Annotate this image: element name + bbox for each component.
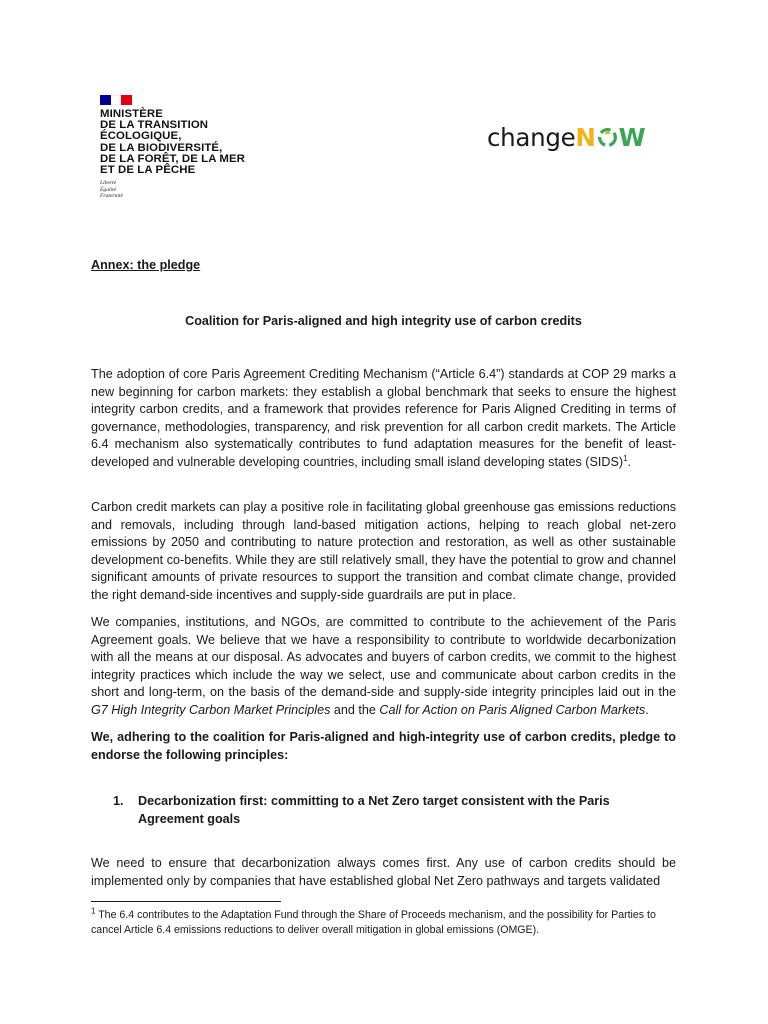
footnote-divider [91, 901, 281, 902]
list-text: Decarbonization first: committing to a Net Zero target consistent with the Paris Agreement goals [138, 794, 610, 826]
paragraph-decarbonization: We need to ensure that decarbonization always comes first. Any use of carbon credits should be implemented only by companies that have established global Net Zero pathways and targets validated [91, 856, 676, 888]
document-title: Coalition for Paris-aligned and high integrity use of carbon credits [185, 314, 582, 328]
paragraph-text: The adoption of core Paris Agreement Crediting Mechanism (“Article 6.4”) standards at COP 29 marks a new beginning for carbon markets: they establish a global benchmark that seeks to ensure the highest integrity carbon credits, and a framework that provides reference for Paris Aligned Crediting in terms of governance, methodologies, transparency, and risk prevention for all carbon credit markets. The Article 6.4 mechanism also systematically contributes to fund adaptation measures for the benefit of least-developed and vulnerable developing countries, including small island developing states (SIDS) [91, 367, 676, 469]
motto-line: Fraternité [100, 193, 123, 200]
reference-call-for-action: Call for Action on Paris Aligned Carbon Markets [379, 702, 646, 717]
flag-blue-stripe [100, 95, 111, 105]
paragraph-pledge: We, adhering to the coalition for Paris-aligned and high-integrity use of carbon credits, pledge to endorse the following principles: [91, 730, 676, 762]
annex-heading: Annex: the pledge [91, 258, 201, 272]
footnote [91, 908, 676, 937]
republic-motto [100, 180, 250, 200]
flag-white-stripe [111, 95, 122, 105]
motto-line: Égalité [100, 186, 117, 193]
paragraph-end: . [645, 702, 649, 717]
paragraph-text: We companies, institutions, and NGOs, are committed to contribute to the achievement of the Paris Agreement goals. We believe that we have a responsibility to contribute to worldwide decarbonization with all the means at our disposal. As advocates and buyers of carbon credits, we commit to the highest integrity practices which include the way we select, use and communicate about carbon credits in the short and long-term, on the basis of the demand-side and supply-side integrity principles laid out in the [91, 615, 676, 700]
paragraph-intro [91, 366, 676, 472]
ministry-line: DE LA TRANSITION [100, 119, 209, 132]
flag-red-stripe [121, 95, 132, 105]
paragraph-end: . [627, 454, 632, 469]
ministry-line: DE LA FORÊT, DE LA MER [100, 152, 246, 165]
footnote-text: The 6.4 contributes to the Adaptation Fund through the Share of Proceeds mechanism, and the possibility for Parties to cancel Article 6.4 emissions reductions to deliver overall mitigation in global emissions (OMGE). [91, 909, 656, 936]
footnote-number: 1 [91, 906, 96, 916]
ministry-line: MINISTÈRE [100, 108, 163, 120]
list-number: 1. [113, 794, 124, 808]
logo-text-n: N [575, 122, 596, 152]
ministry-line: DE LA BIODIVERSITÉ, [100, 141, 223, 154]
french-flag-icon [100, 95, 132, 105]
ministry-line: ET DE LA PÊCHE [100, 164, 196, 177]
logo-text-w: W [618, 122, 646, 152]
recycle-o-icon [597, 127, 618, 148]
paragraph-text-mid: and the [330, 702, 380, 717]
ministry-name [100, 109, 250, 176]
footnote-ref[interactable]: 1 [623, 453, 628, 463]
motto-line: Liberté [100, 180, 117, 187]
list-item [113, 793, 676, 828]
ministry-line: ÉCOLOGIQUE, [100, 130, 182, 143]
changenow-logo [487, 121, 645, 153]
logo-text-change: change [487, 122, 576, 152]
ministry-logo [100, 95, 250, 200]
paragraph-markets: Carbon credit markets can play a positive role in facilitating global greenhouse gas emissions reductions and removals, including through land-based mitigation actions, helping to reach global net-zero emissions by 2050 and contributing to nature protection and restoration, as well as other sustainable development co-benefits. While they are still relatively small, they have the potential to grow and channel significant amounts of private resources to support the transition and combat climate change, provided the right demand-side incentives and supply-side guardrails are put in place. [91, 500, 676, 602]
paragraph-commitment [91, 614, 676, 720]
reference-g7-principles: G7 High Integrity Carbon Market Principles [91, 702, 331, 717]
